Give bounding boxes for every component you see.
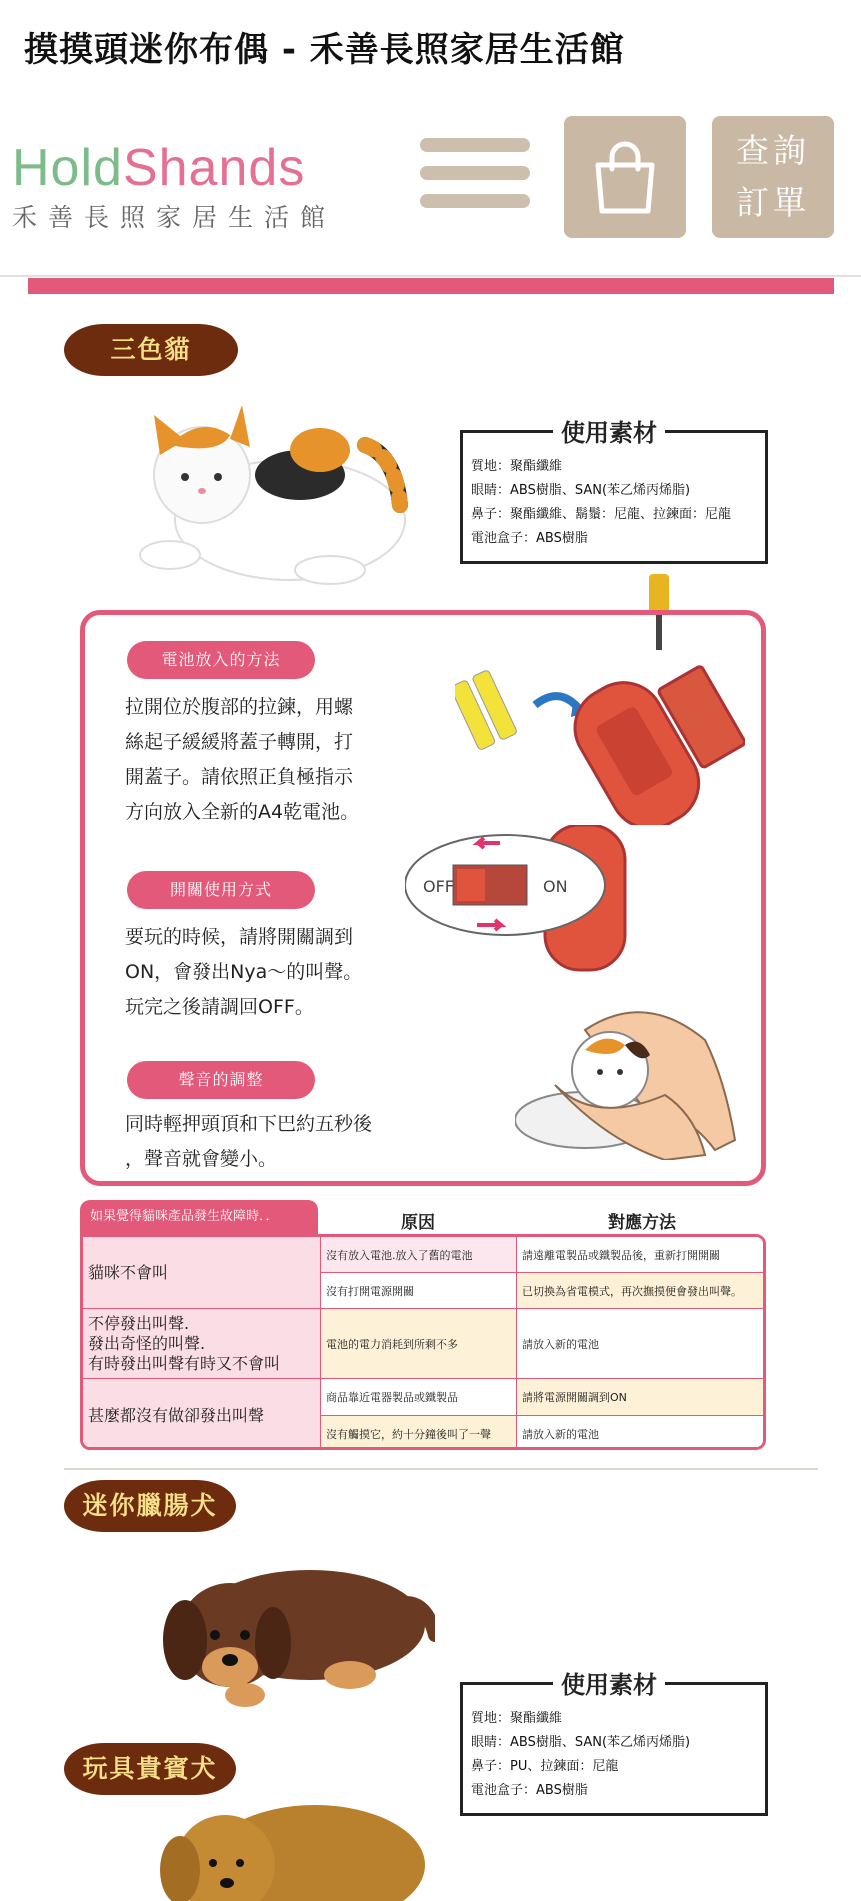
text-line: ON，會發出Nya～的叫聲。 bbox=[125, 961, 363, 983]
volume-instructions-text bbox=[125, 1107, 425, 1177]
solution-cell: 請放入新的電池 bbox=[517, 1416, 766, 1450]
materials-line: 電池盒子：ABS樹脂 bbox=[471, 531, 588, 546]
cause-cell: 沒有放入電池.放入了舊的電池 bbox=[321, 1237, 517, 1273]
accent-bar bbox=[28, 278, 834, 294]
switch-illustration bbox=[405, 825, 635, 975]
product-label-toy-poodle: 玩具貴賓犬 bbox=[64, 1743, 236, 1795]
symptom-cell: 甚麼都沒有做卻發出叫聲 bbox=[83, 1379, 321, 1450]
solution-cell: 請放入新的電池 bbox=[517, 1309, 766, 1379]
solution-column-header: 對應方法 bbox=[608, 1213, 676, 1233]
materials-line: 眼睛：ABS樹脂、SAN(苯乙烯丙烯脂) bbox=[471, 483, 691, 498]
instructions-panel bbox=[80, 610, 766, 1186]
order-label-line1: 查詢 bbox=[736, 131, 810, 170]
shopping-bag-icon bbox=[592, 139, 658, 215]
text-line: 絲起子緩緩將蓋子轉開，打 bbox=[125, 731, 354, 753]
materials-box-calico-cat bbox=[460, 419, 768, 564]
symptom-cell bbox=[83, 1309, 321, 1379]
logo[interactable] bbox=[12, 140, 336, 234]
text-line: 玩完之後請調回OFF。 bbox=[125, 996, 314, 1018]
battery-instructions-title: 電池放入的方法 bbox=[127, 641, 315, 679]
materials-title: 使用素材 bbox=[553, 413, 665, 448]
order-label-line2: 訂單 bbox=[736, 183, 810, 222]
volume-instructions-title: 聲音的調整 bbox=[127, 1061, 315, 1099]
cause-cell: 沒有觸摸它，約十分鐘後叫了一聲 bbox=[321, 1416, 517, 1450]
materials-line: 鼻子：聚酯纖維、鬍鬚：尼龍、拉鍊面：尼龍 bbox=[471, 507, 732, 522]
text-line: ，聲音就會變小。 bbox=[125, 1148, 278, 1170]
materials-line: 鼻子：PU、拉鍊面：尼龍 bbox=[471, 1759, 619, 1774]
materials-title: 使用素材 bbox=[553, 1665, 665, 1700]
logo-wordmark bbox=[12, 140, 336, 196]
header-divider bbox=[0, 275, 861, 277]
solution-cell: 請遠離電製品或鐵製品後，重新打開開關 bbox=[517, 1237, 766, 1273]
materials-box-dachshund bbox=[460, 1671, 768, 1816]
cause-cell: 商品靠近電器製品或鐵製品 bbox=[321, 1379, 517, 1416]
text-line: 拉開位於腹部的拉鍊，用螺 bbox=[125, 696, 354, 718]
cause-cell: 沒有打開電源開關 bbox=[321, 1273, 517, 1309]
calico-cat-image bbox=[130, 395, 420, 595]
materials-line: 質地：聚酯纖維 bbox=[471, 459, 563, 474]
logo-hold: Hold bbox=[12, 139, 123, 197]
switch-instructions-text bbox=[125, 920, 425, 1025]
symptom-line: 不停發出叫聲. bbox=[88, 1313, 190, 1333]
text-line: 開蓋子。請依照正負極指示 bbox=[125, 766, 354, 788]
symptom-line: 發出奇怪的叫聲. bbox=[88, 1333, 206, 1353]
symptom-line: 有時發出叫聲有時又不會叫 bbox=[88, 1353, 281, 1373]
text-line: 方向放入全新的A4乾電池。 bbox=[125, 801, 360, 823]
solution-cell: 請將電源開關調到ON bbox=[517, 1379, 766, 1416]
troubleshooting-grid bbox=[80, 1234, 766, 1450]
troubleshooting-header: 如果覺得貓咪產品發生故障時．． bbox=[80, 1200, 318, 1234]
battery-instructions-text bbox=[125, 690, 425, 830]
hands-petting-cat-illustration bbox=[515, 1000, 745, 1160]
page-title: 摸摸頭迷你布偶 - 禾善長照家居生活館 bbox=[24, 30, 625, 70]
solution-cell: 已切換為省電模式，再次撫摸便會發出叫聲。 bbox=[517, 1273, 766, 1309]
materials-line: 眼睛：ABS樹脂、SAN(苯乙烯丙烯脂) bbox=[471, 1735, 691, 1750]
site-header bbox=[0, 110, 861, 280]
cause-column-header: 原因 bbox=[401, 1213, 435, 1233]
product-label-calico-cat: 三色貓 bbox=[64, 324, 238, 376]
hamburger-menu-icon[interactable] bbox=[420, 138, 530, 218]
product-label-mini-dachshund: 迷你臘腸犬 bbox=[64, 1480, 236, 1532]
switch-instructions-title: 開關使用方式 bbox=[127, 871, 315, 909]
switch-on-label: ON bbox=[543, 877, 568, 896]
battery-compartment-illustration bbox=[455, 655, 745, 825]
text-line: 同時輕押頭頂和下巴約五秒後 bbox=[125, 1113, 373, 1135]
section-divider bbox=[64, 1468, 818, 1470]
materials-line: 質地：聚酯纖維 bbox=[471, 1711, 563, 1726]
toy-poodle-image bbox=[145, 1775, 435, 1901]
switch-off-label: OFF bbox=[423, 877, 454, 896]
cause-cell: 電池的電力消耗到所剩不多 bbox=[321, 1309, 517, 1379]
cart-button[interactable] bbox=[564, 116, 686, 238]
logo-chinese: 禾善長照家居生活館 bbox=[12, 203, 337, 232]
symptom-cell: 貓咪不會叫 bbox=[83, 1237, 321, 1309]
logo-shands: Shands bbox=[122, 139, 306, 197]
order-lookup-button[interactable] bbox=[712, 116, 834, 238]
dachshund-image bbox=[145, 1535, 435, 1715]
materials-line: 電池盒子：ABS樹脂 bbox=[471, 1783, 588, 1798]
text-line: 要玩的時候，請將開關調到 bbox=[125, 926, 354, 948]
